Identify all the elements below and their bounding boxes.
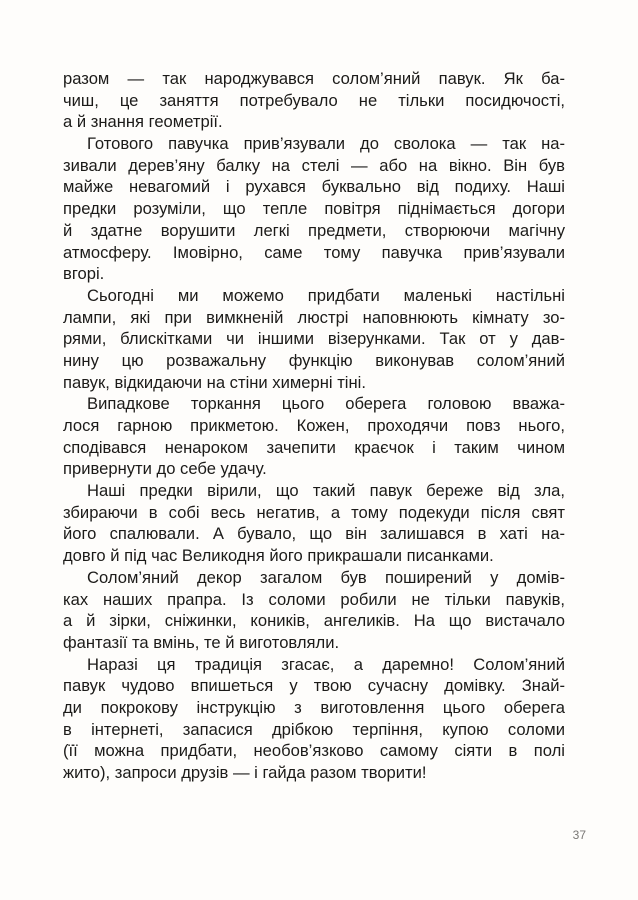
text-line: ках наших прапра. Із соломи робили не тільки павуків,	[63, 589, 565, 609]
text-line: разом — так народжувався солом’яний павук. Як ба-	[63, 69, 565, 88]
text-line: а й зірки, сніжинки, коників, ангеликів. На що вистачало	[63, 611, 565, 631]
text-line: в інтернеті, запасися дрібкою терпіння, купою соломи	[63, 719, 565, 739]
text-line: Наразі ця традиція згасає, а даремно! Солом’яний	[87, 654, 565, 674]
text-line: жито), запроси друзів — і гайда разом творити!	[63, 763, 427, 782]
text-line: довго й під час Великодня його прикрашали писанками.	[63, 546, 494, 566]
text-line: Випадкове торкання цього оберега головою вважа-	[87, 394, 565, 414]
text-line: Наші предки вірили, що такий павук береже від зла,	[87, 481, 565, 501]
text-line: фантазії та вмінь, те й виготовляли.	[63, 632, 340, 652]
text-line: павук, відкидаючи на стіни химерні тіні.	[63, 372, 366, 392]
text-line: його спалювали. А бувало, що він залишався в хаті на-	[63, 524, 565, 544]
text-line: чиш, це заняття потребувало не тільки посидючості,	[63, 90, 565, 110]
text-line: Готового павучка прив’язували до сволока — так на-	[87, 134, 565, 154]
text-line: майже невагомий і рухався буквально від подиху. Наші	[63, 177, 565, 197]
text-line: Солом’яний декор загалом був поширений у домів-	[87, 567, 565, 587]
text-line: привернути до себе удачу.	[63, 459, 267, 479]
page-number: 37	[572, 828, 586, 842]
text-line: лося гарною прикметою. Кожен, проходячи повз нього,	[63, 416, 565, 435]
text-line: рями, блискітками чи іншими візерунками. Так от у дав-	[63, 329, 565, 349]
text-line: нину цю розважальну функцію виконував солом’яний	[63, 350, 565, 370]
text-line: збираючи в собі весь негатив, а тому подекуди після свят	[63, 502, 565, 522]
text-line: й здатне ворушити легкі предмети, створюючи магічну	[63, 220, 565, 240]
text-line: а й знання геометрії.	[63, 112, 223, 132]
text-line: Сьогодні ми можемо придбати маленькі настільні	[87, 285, 565, 305]
page-body-text	[63, 68, 565, 784]
text-line: лампи, які при вимкненій люстрі наповнюють кімнату зо-	[63, 307, 565, 327]
text-line: павук чудово впишеться у твою сучасну домівку. Знай-	[63, 676, 565, 696]
text-line: ди покрокову інструкцію з виготовлення цього оберега	[63, 697, 565, 717]
text-line: предки розуміли, що тепле повітря піднімається догори	[63, 199, 565, 219]
text-line: сподівався ненароком зачепити краєчок і таким чином	[63, 437, 565, 457]
text-line: (її можна придбати, необов’язково самому сіяти в полі	[63, 741, 565, 761]
text-line: вгорі.	[63, 264, 105, 284]
text-line: зивали дерев’яну балку на стелі — або на вікно. Він був	[63, 155, 565, 175]
text-line: атмосферу. Імовірно, саме тому павучка прив’язували	[63, 242, 565, 262]
